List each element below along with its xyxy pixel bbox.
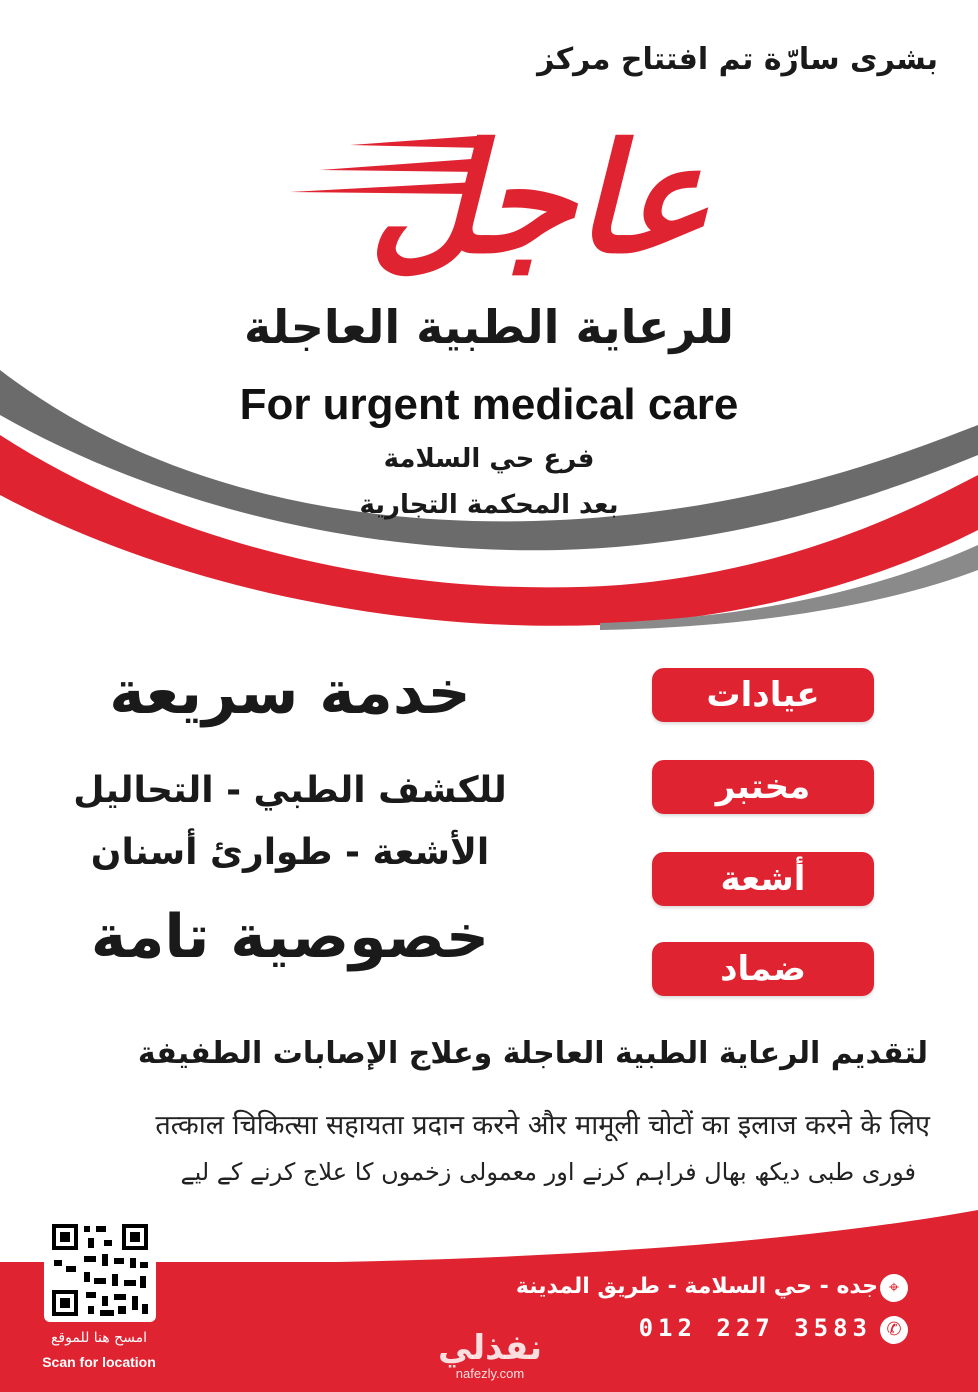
feature-line-2: الأشعة - طوارئ أسنان — [90, 832, 490, 873]
branch-name: فرع حي السلامة — [383, 444, 595, 474]
qr-code[interactable] — [44, 1218, 156, 1322]
phone-icon: ✆ — [880, 1316, 908, 1344]
description-hindi: तत्काल चिकित्सा सहायता प्रदान करने और मामूली चोटों का इलाज करने के लिए — [155, 1110, 930, 1141]
qr-caption-arabic: امسح هنا للموقع — [50, 1330, 148, 1346]
fast-service-heading: خدمة سريعة — [109, 658, 471, 728]
logo-text: عاجل — [368, 113, 710, 287]
service-pill-radiology: أشعة — [652, 852, 874, 906]
feature-line-1: للكشف الطبي - التحاليل — [73, 770, 507, 811]
service-pill-dressing: ضماد — [652, 942, 874, 996]
service-pill-lab: مختبر — [652, 760, 874, 814]
service-pill-clinics: عيادات — [652, 668, 874, 722]
subtitle-arabic: للرعاية الطبية العاجلة — [244, 300, 734, 354]
privacy-heading: خصوصية تامة — [90, 902, 490, 972]
address-text: جده - حي السلامة - طريق المدينة — [515, 1274, 878, 1299]
subtitle-english: For urgent medical care — [239, 380, 739, 429]
announcement-heading: بشرى سارّة تم افتتاح مركز — [537, 42, 938, 77]
watermark — [430, 1330, 550, 1381]
description-urdu: فوری طبی دیکھ بھال فراہم کرنے اور معمولی زخموں کا علاج کرنے کے لیے — [180, 1158, 916, 1186]
phone-number[interactable]: 012 227 3583 — [638, 1314, 872, 1342]
watermark-arabic: نفذلي — [437, 1328, 543, 1368]
qr-code-icon — [44, 1218, 156, 1322]
location-pin-icon: ⌖ — [880, 1274, 908, 1302]
description-arabic: لتقديم الرعاية الطبية العاجلة وعلاج الإصابات الطفيفة — [137, 1036, 928, 1071]
logo — [280, 113, 710, 295]
watermark-english: nafezly.com — [455, 1366, 525, 1381]
branch-landmark: بعد المحكمة التجارية — [359, 490, 619, 520]
qr-caption-english: Scan for location — [42, 1354, 156, 1370]
